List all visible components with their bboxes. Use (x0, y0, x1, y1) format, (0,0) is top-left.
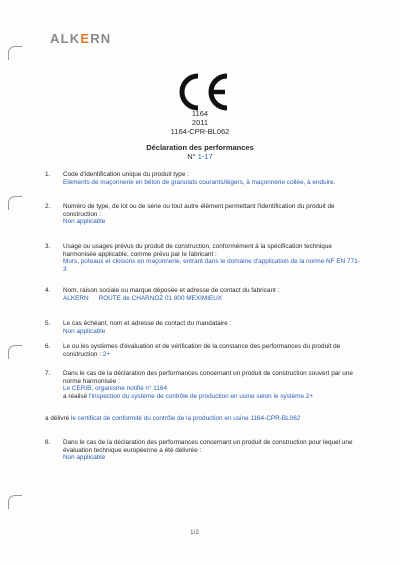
ce-mark-icon (171, 72, 231, 112)
page-number: 1/2 (190, 529, 199, 536)
logo-text-suffix: RN (90, 31, 112, 46)
item-label: Le ou les systèmes d'évaluation et de vérification de la constance des performances du produit de construction : (63, 343, 341, 358)
title-block (100, 144, 300, 162)
ce-year: 2011 (191, 117, 209, 127)
item-value: Murs, poteaux et cloisons en maçonnerie, entrant dans le domaine d'application de la norme NF EN 771-3 (63, 258, 360, 273)
logo-text-accent: E (80, 31, 91, 46)
item-label: Nom, raison sociale ou marque déposée et adresse de contact du fabricant : (63, 287, 280, 294)
document-number-value: 1-17 (197, 151, 213, 161)
inspection-line (63, 393, 363, 401)
certificate-verb: a délivré (45, 415, 70, 422)
item-number: 6. (45, 343, 51, 350)
item-label: Dans le cas de la déclaration des performances concernant un produit de construction couvert par une norme harmonisée : (63, 370, 353, 385)
alkern-logo (50, 31, 111, 46)
document-number-prefix: N° (187, 151, 198, 161)
item-label: Code d'identification unique du produit type : (63, 171, 189, 178)
inspection-verb: a réalisé (63, 392, 88, 400)
certificate-line (45, 415, 300, 423)
punch-hole-icon (8, 345, 22, 359)
ce-block (120, 110, 280, 136)
item-number: 7. (45, 370, 51, 377)
logo-text-prefix: ALK (50, 31, 81, 46)
item-label: Le cas échéant, nom et adresse de contact du mandataire : (63, 320, 232, 327)
item-number: 1. (45, 171, 51, 178)
item-number: 8. (45, 439, 51, 446)
certificate-detail: le certificat de conformité du contrôle de la production en usine 1164-CPR-BL062 (69, 415, 301, 422)
item-value: Non applicable (63, 327, 106, 335)
company-address: ROUTE de CHARNOZ 01 800 MEXIMIEUX (98, 294, 223, 302)
item-label: Numéro de type, de lot ou de série ou tout autre élément permettant l'identification du produit de construction : (63, 203, 335, 218)
cpr-reference: 1164-CPR-BL062 (170, 126, 230, 136)
document-number (100, 153, 300, 162)
item-number: 4. (45, 287, 51, 294)
item-value: Non applicable (63, 454, 106, 462)
manufacturer-address (63, 295, 363, 303)
item-label: Usage ou usages prévus du produit de construction, conformément à la spécification technique harmonisée applicable, comme prévu par le fabricant : (63, 243, 332, 258)
inspection-detail: l'inspection du système de contrôle de production en usine selon le système 2+ (87, 392, 314, 400)
item-value: Eléments de maçonnerie en béton de granulats courants/légers, à maçonnerie collée, à enduire. (63, 178, 336, 186)
punch-hole-icon (8, 495, 22, 509)
item-label: Dans le cas de la déclaration des performances concernant un produit de construction pour lequel une évaluation technique européenne a été délivrée : (63, 439, 353, 454)
punch-hole-icon (8, 196, 22, 210)
item-number: 3. (45, 243, 51, 250)
notified-body-line: Le CERIB, organisme notifié n° 1164 (63, 385, 168, 393)
item-value: Non applicable (63, 218, 106, 226)
item-number: 2. (45, 203, 51, 210)
company-name: ALKERN (63, 294, 89, 302)
item-value: 2+ (102, 350, 111, 358)
document-title: Déclaration des performances (146, 143, 254, 152)
notified-body-number: 1164 (191, 109, 209, 118)
item-number: 5. (45, 320, 51, 327)
punch-hole-icon (8, 46, 22, 60)
